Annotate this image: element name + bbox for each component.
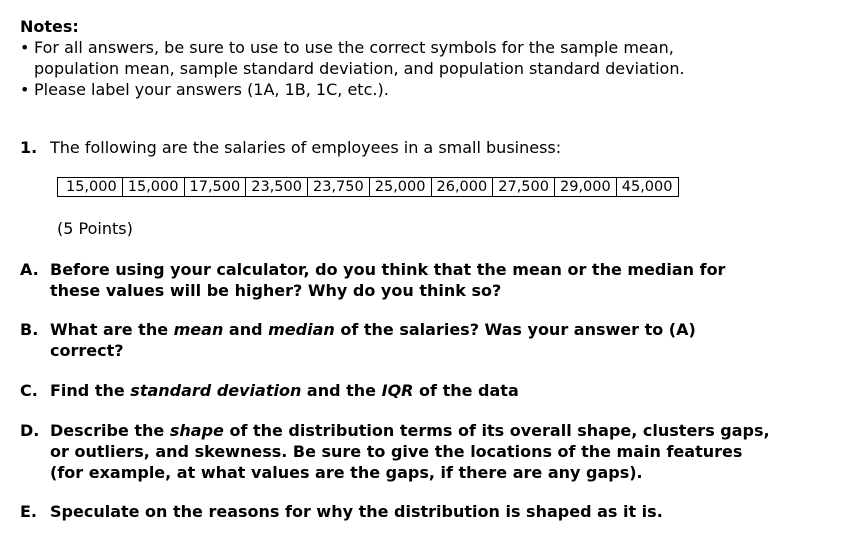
points-label: (5 Points): [57, 219, 133, 238]
text-run: Describe the: [50, 421, 170, 440]
part-text: [50, 420, 830, 483]
part-line: or outliers, and skewness. Be sure to give the locations of the main features: [50, 442, 743, 461]
salary-cell: 25,000: [369, 178, 431, 197]
notes-heading: Notes:: [20, 17, 79, 36]
part-letter: C.: [20, 381, 38, 400]
text-run: of the data: [413, 381, 519, 400]
part-line: these values will be higher? Why do you think so?: [50, 281, 502, 300]
salary-cell: 45,000: [616, 178, 678, 197]
bullet-glyph: •: [20, 38, 30, 57]
note-text: Please label your answers (1A, 1B, 1C, etc.).: [34, 80, 389, 99]
part-text: [50, 380, 830, 401]
emphasis-standard-deviation: standard deviation: [130, 381, 302, 400]
emphasis-iqr: IQR: [381, 381, 414, 400]
emphasis-mean: mean: [173, 320, 224, 339]
question-number: 1.: [20, 138, 38, 157]
text-run: of the salaries? Was your answer to (A): [334, 320, 696, 339]
part-letter: B.: [20, 320, 39, 339]
note-line: population mean, sample standard deviation, and population standard deviation.: [34, 59, 685, 78]
text-run: of the distribution terms of its overall shape, clusters gaps,: [223, 421, 770, 440]
emphasis-median: median: [268, 320, 335, 339]
part-text: [50, 319, 830, 361]
part-line: (for example, at what values are the gaps, if there are any gaps).: [50, 463, 643, 482]
salary-cell: 15,000: [58, 178, 123, 197]
text-run: Find the: [50, 381, 131, 400]
part-text: Speculate on the reasons for why the distribution is shaped as it is.: [50, 502, 663, 521]
salary-cell: 29,000: [555, 178, 617, 197]
part-line: Before using your calculator, do you think that the mean or the median for: [50, 260, 726, 279]
note-line: For all answers, be sure to use to use the correct symbols for the sample mean,: [34, 38, 674, 57]
emphasis-shape: shape: [169, 421, 224, 440]
salary-cell: 15,000: [122, 178, 184, 197]
salary-cell: 27,500: [493, 178, 555, 197]
salary-cell: 23,750: [308, 178, 370, 197]
salary-cell: 23,500: [246, 178, 308, 197]
part-line: correct?: [50, 341, 124, 360]
part-line: [50, 420, 830, 441]
text-run: What are the: [50, 320, 174, 339]
part-letter: A.: [20, 260, 39, 279]
bullet-glyph: •: [20, 80, 30, 99]
part-letter: E.: [20, 502, 38, 521]
part-letter: D.: [20, 421, 40, 440]
salary-cell: 26,000: [431, 178, 493, 197]
question-text: The following are the salaries of employees in a small business:: [50, 138, 562, 157]
part-line: [50, 380, 830, 401]
salary-table: [57, 177, 679, 197]
note-text: [34, 37, 685, 79]
table-row: [58, 178, 679, 197]
salary-cell: 17,500: [184, 178, 246, 197]
part-text: [50, 259, 830, 301]
text-run: and the: [301, 381, 382, 400]
part-line: [50, 319, 830, 340]
text-run: and: [223, 320, 269, 339]
